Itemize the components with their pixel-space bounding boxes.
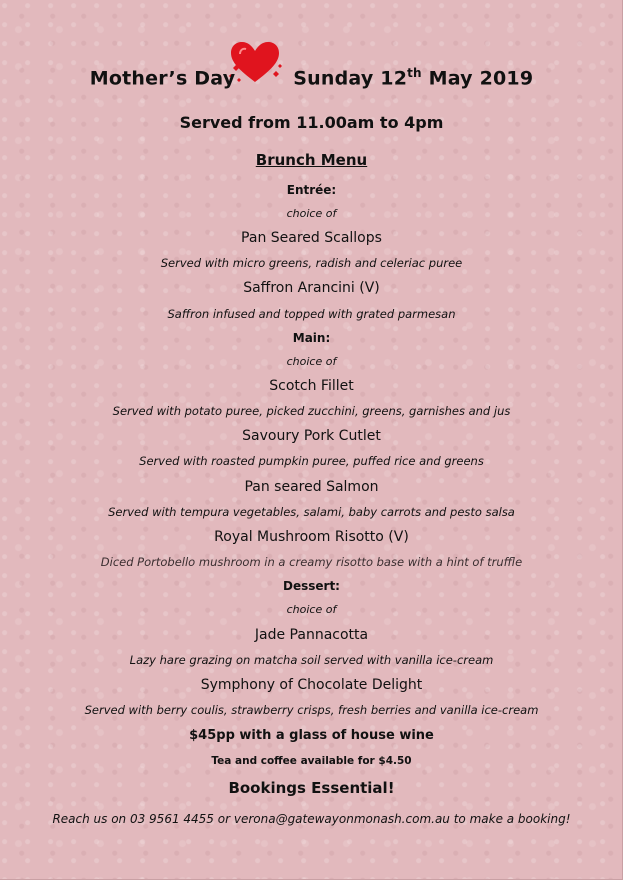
main-desc-2: Served with roasted pumpkin puree, puffed rice and greens — [139, 454, 484, 468]
title-date-sup: th — [407, 66, 422, 80]
entree-label: Entrée: — [286, 183, 337, 197]
main-dish-1: Scotch Fillet — [269, 378, 354, 394]
entree-choice: choice of — [286, 207, 337, 220]
title-date-prefix: Sunday 12 — [293, 67, 408, 90]
main-choice: choice of — [286, 355, 337, 368]
dessert-desc-2: Served with berry coulis, strawberry crisps, fresh berries and vanilla ice-cream — [84, 703, 539, 717]
main-label: Main: — [292, 331, 331, 345]
main-desc-4: Diced Portobello mushroom in a creamy risotto base with a hint of truffle — [100, 555, 523, 569]
main-desc-3: Served with tempura vegetables, salami, baby carrots and pesto salsa — [108, 505, 515, 519]
page-title — [0, 66, 623, 89]
dessert-choice: choice of — [286, 603, 337, 616]
price-note: $45pp with a glass of house wine — [189, 728, 434, 743]
title-date-suffix: May 2019 — [421, 67, 534, 90]
dessert-dish-1: Jade Pannacotta — [254, 627, 369, 643]
main-dish-3: Pan seared Salmon — [244, 479, 379, 495]
served-hours: Served from 11.00am to 4pm — [179, 113, 444, 132]
dessert-dish-2: Symphony of Chocolate Delight — [200, 677, 423, 693]
contact-line: Reach us on 03 9561 4455 or verona@gatewayonmonash.com.au to make a booking! — [52, 812, 571, 826]
bookings-essential: Bookings Essential! — [228, 779, 395, 797]
entree-desc-2: Saffron infused and topped with grated parmesan — [167, 307, 456, 321]
dessert-desc-1: Lazy hare grazing on matcha soil served with vanilla ice-cream — [129, 653, 494, 667]
entree-dish-1: Pan Seared Scallops — [241, 230, 382, 246]
dessert-label: Dessert: — [283, 579, 340, 593]
main-dish-2: Savoury Pork Cutlet — [242, 428, 381, 444]
entree-desc-1: Served with micro greens, radish and celeriac puree — [160, 256, 463, 270]
tea-coffee-note: Tea and coffee available for $4.50 — [211, 755, 412, 767]
entree-dish-2: Saffron Arancini (V) — [243, 280, 380, 296]
main-desc-1: Served with potato puree, picked zucchini, greens, garnishes and jus — [112, 404, 511, 418]
main-dish-4: Royal Mushroom Risotto (V) — [214, 529, 409, 545]
menu-heading: Brunch Menu — [255, 151, 368, 169]
title-left: Mother’s Day — [89, 67, 236, 90]
